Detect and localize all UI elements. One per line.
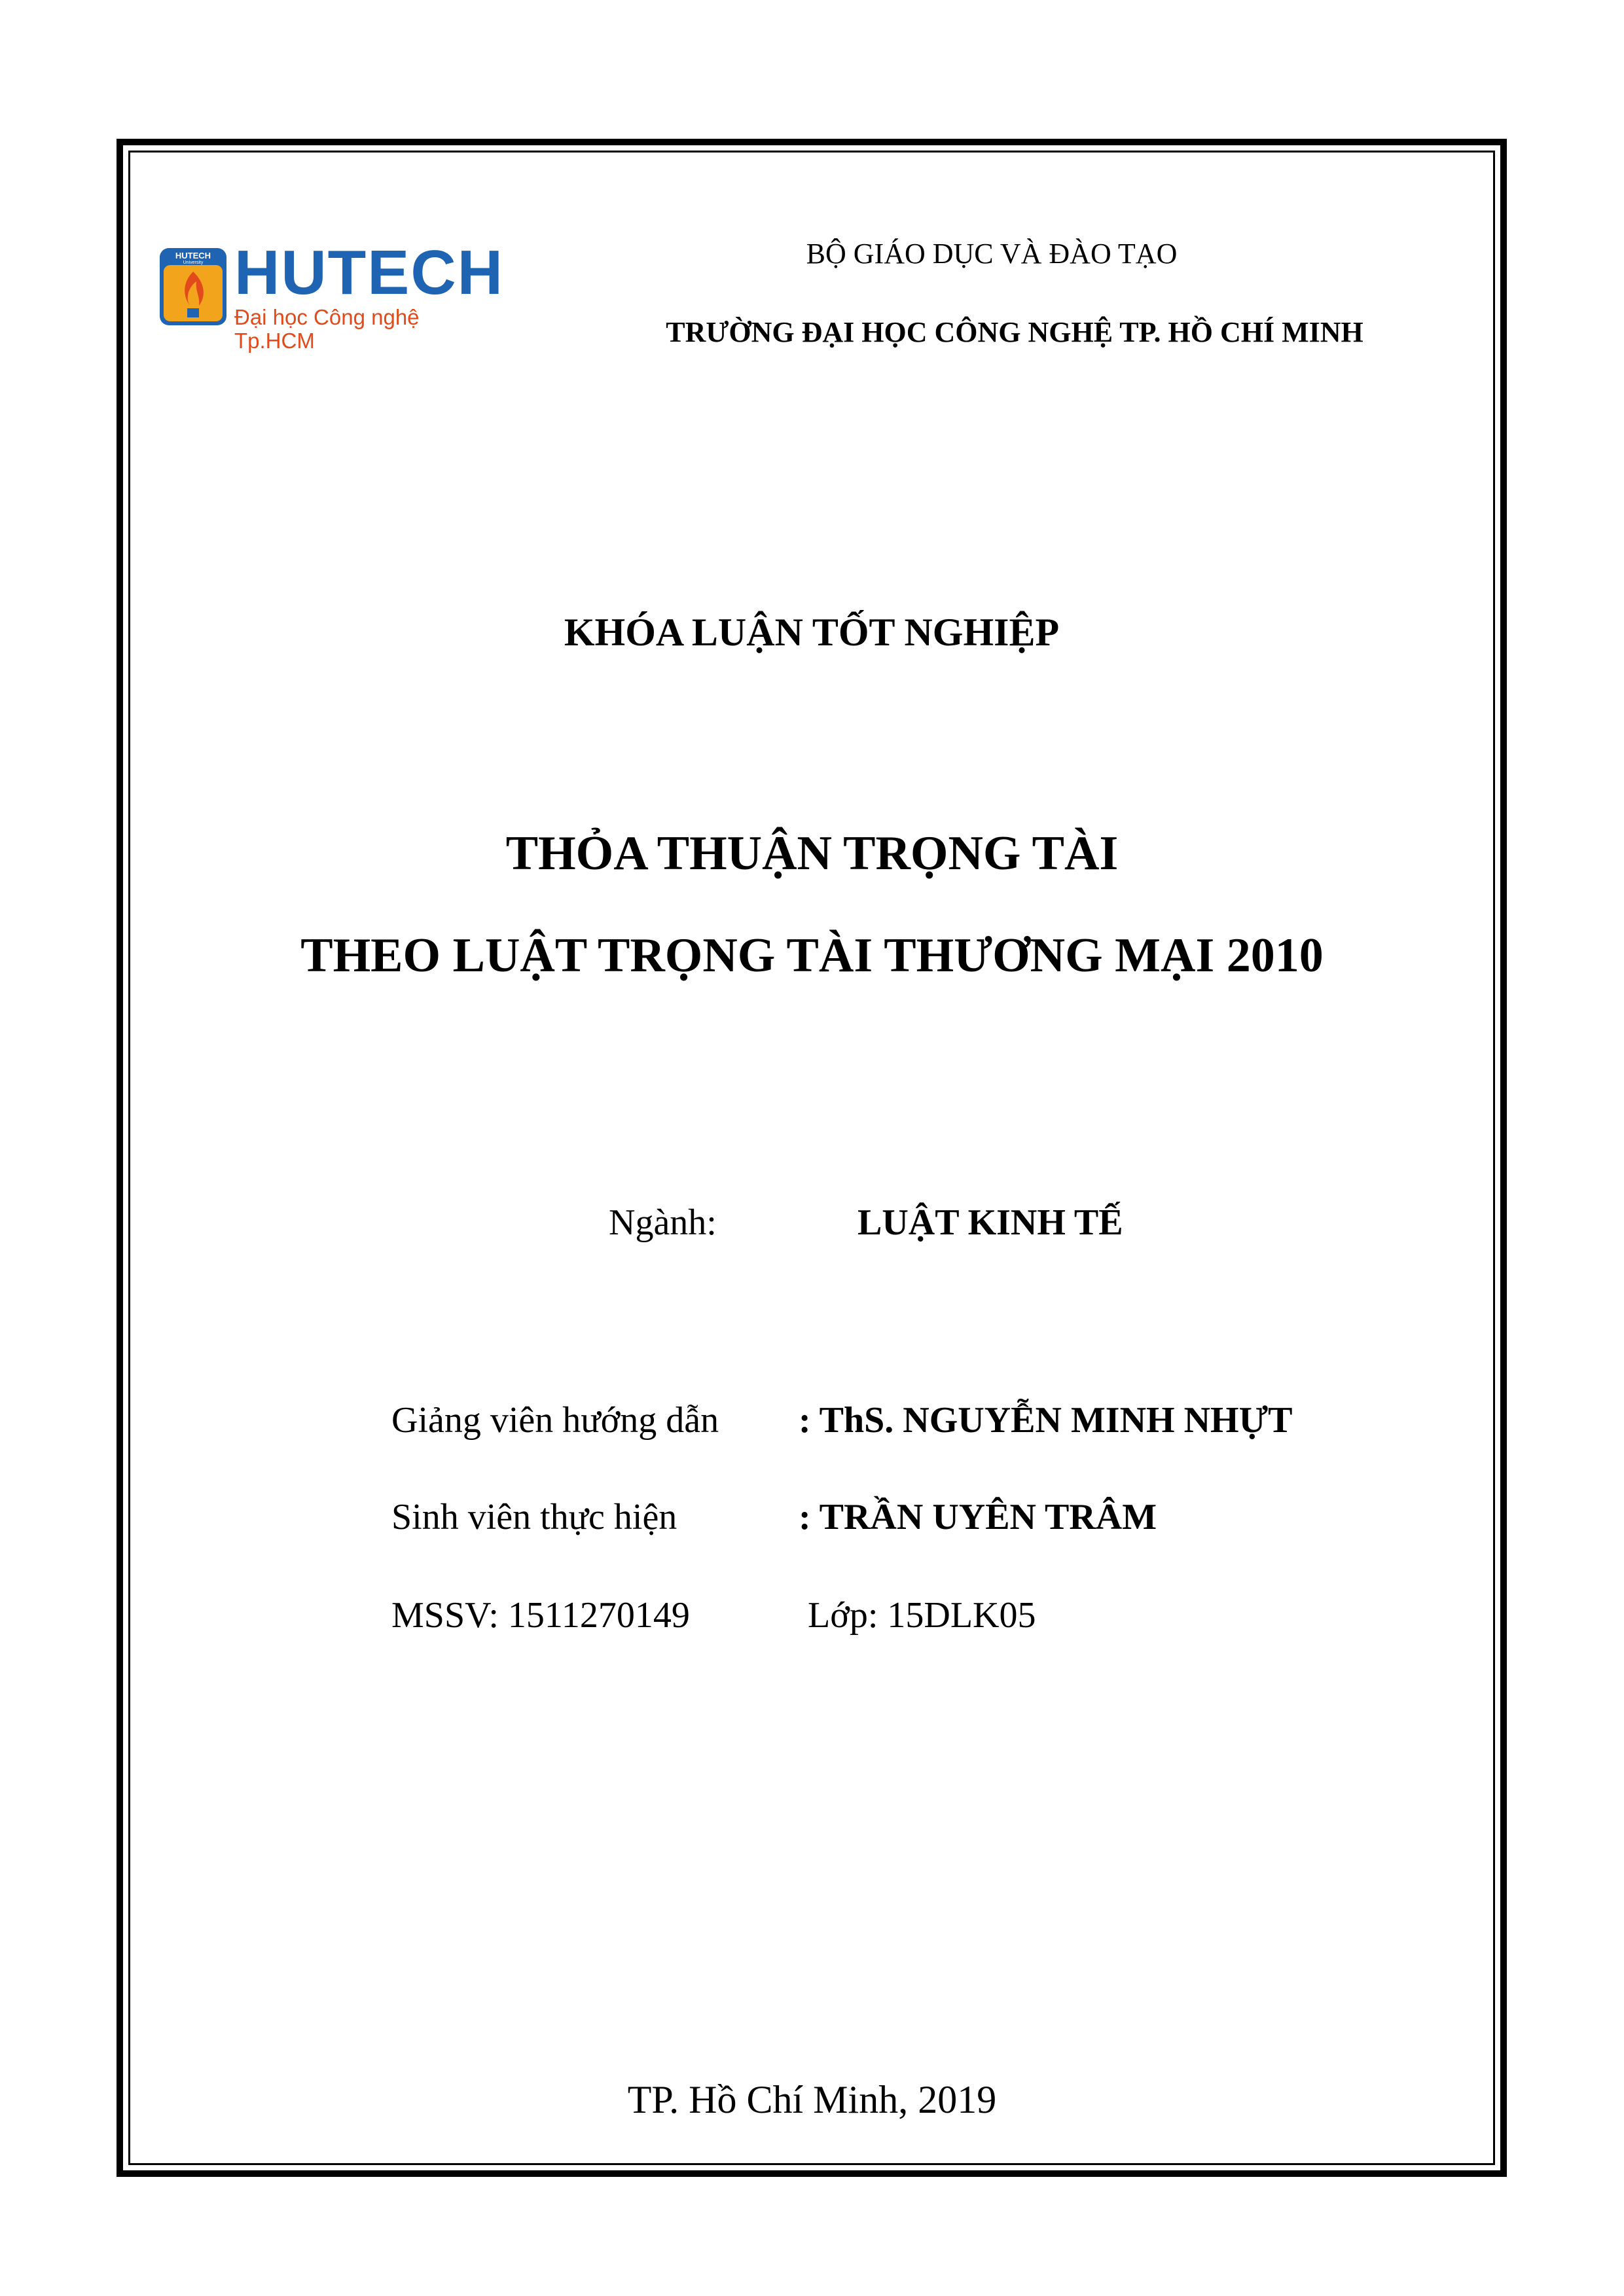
student-label: Sinh viên thực hiện [391,1497,677,1537]
student-id: MSSV: 1511270149 [391,1595,690,1636]
major-value: LUẬT KINH TẾ [857,1202,1123,1243]
svg-text:HUTECH: HUTECH [175,251,211,260]
svg-text:University: University [183,260,204,265]
hutech-logo [157,232,504,353]
major-label: Ngành: [609,1202,717,1243]
hutech-shield-icon [157,245,229,331]
ministry-heading: BỘ GIÁO DỤC VÀ ĐÀO TẠO [806,238,1178,270]
student-class: Lớp: 15DLK05 [808,1595,1036,1636]
thesis-title-line-1: THỎA THUẬN TRỌNG TÀI [505,827,1119,880]
page-border-inner [128,151,1495,2165]
student-value: : TRẦN UYÊN TRÂM [799,1497,1157,1537]
supervisor-value: : ThS. NGUYỄN MINH NHỰT [799,1400,1293,1441]
city-date: TP. Hồ Chí Minh, 2019 [627,2078,997,2121]
thesis-title-line-2: THEO LUẬT TRỌNG TÀI THƯƠNG MẠI 2010 [300,929,1324,982]
university-heading: TRƯỜNG ĐẠI HỌC CÔNG NGHỆ TP. HỒ CHÍ MINH [666,316,1363,348]
supervisor-label: Giảng viên hướng dẫn [391,1400,719,1441]
logo-wordmark: HUTECH [234,238,504,308]
logo-subtitle: Đại học Công nghệ Tp.HCM [234,305,420,353]
thesis-type: KHÓA LUẬN TỐT NGHIỆP [564,611,1060,654]
